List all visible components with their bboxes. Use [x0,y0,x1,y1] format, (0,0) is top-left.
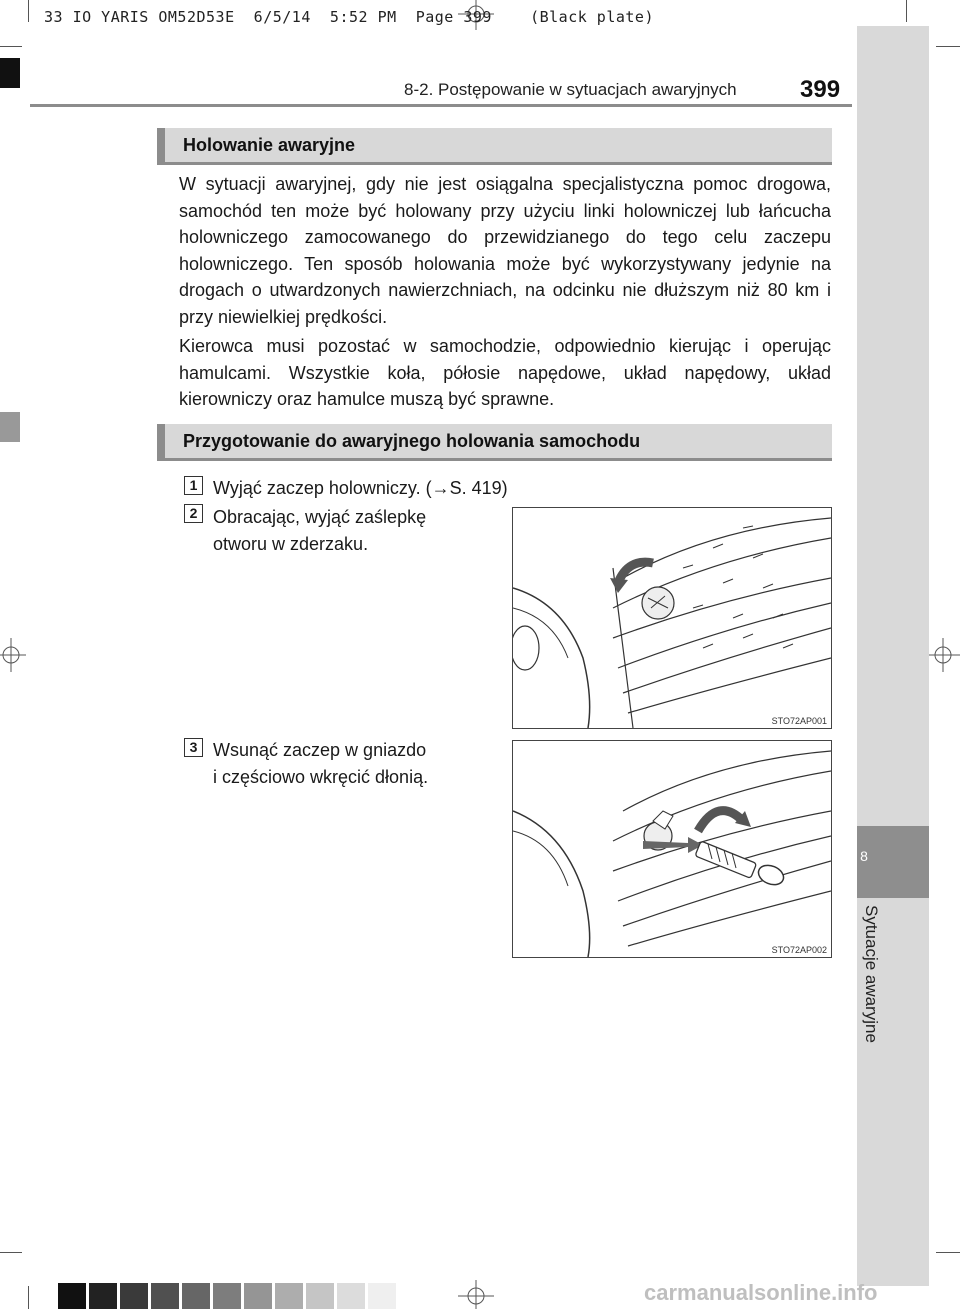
color-swatch [306,1283,334,1309]
color-swatch [182,1283,210,1309]
illustration-bumper-cover-removal [512,507,832,729]
illustration-towing-eye-insertion [512,740,832,958]
color-swatch [337,1283,365,1309]
color-swatch [89,1283,117,1309]
step-text [213,504,493,557]
thumb-index-mark [0,412,20,442]
color-swatch [120,1283,148,1309]
step-text-line: otworu w zderzaku. [213,533,369,554]
figure-code: STO72AP002 [771,945,827,955]
chapter-side-tab [857,26,929,1286]
towing-eye-illustration [513,741,831,957]
chapter-number: 8 [860,848,868,864]
running-header: 8-2. Postępowanie w sytuacjach awaryjnych [404,80,737,99]
color-swatch [368,1283,396,1309]
step-number: 3 [184,738,203,757]
step-number: 1 [184,476,203,495]
registration-mark-icon [456,1280,496,1309]
crop-mark [936,46,960,47]
bumper-grille-illustration [513,508,831,728]
color-swatch [58,1283,86,1309]
crop-mark [936,1252,960,1253]
step-text [213,737,493,790]
color-swatch [244,1283,272,1309]
step-text-line: Obracając, wyjąć zaślepkę [213,507,427,527]
figure-code: STO72AP001 [771,716,827,726]
print-slug: 33 IO YARIS OM52D53E 6/5/14 5:52 PM Page 399 (Black plate) [44,8,654,26]
crop-mark [0,1252,22,1253]
crop-mark [906,0,907,22]
page-number: 399 [800,76,841,103]
paragraph: W sytuacji awaryjnej, gdy nie jest osiągalna specjalistyczna pomoc drogowa, samochód ten może być holowany przy użyciu linki holowniczej lub łańcucha holowniczego zamocowanego do przewidzianego do tego celu zaczepu holowniczego. Ten sposób holowania może być wykorzystywany jedynie na drogach o utwardzonych nawierzchniach, na odcinku nie dłuższym niż 80 km i przy niewielkiej prędkości. [179,174,831,327]
color-swatch [151,1283,179,1309]
header-rule [30,104,852,107]
color-swatch [275,1283,303,1309]
step-text-line: Wsunąć zaczep w gniazdo [213,740,427,760]
crop-mark [28,0,29,22]
registration-mark-icon [926,636,960,674]
step-number: 2 [184,504,203,523]
watermark: carmanualsonline.info [644,1280,878,1305]
step-text-line: i częściowo wkręcić dłonią. [213,766,429,787]
section-heading [157,128,832,162]
thumb-index-mark [0,58,20,88]
step-text: Wyjąć zaczep holowniczy. (→S. 419) [213,478,508,498]
registration-mark-icon [0,636,26,674]
crop-mark [28,1286,29,1309]
section-heading [157,424,832,458]
section-title: Holowanie awaryjne [183,135,356,155]
chapter-side-label: Sytuacje awaryjne [862,905,881,1043]
section-title: Przygotowanie do awaryjnego holowania samochodu [183,431,641,451]
paragraph: Kierowca musi pozostać w samochodzie, odpowiednio kierując i operując hamulcami. Wszystkie koła, półosie napędowe, układ napędowy, układ kierowniczy oraz hamulce muszą być sprawne. [179,336,831,409]
crop-mark [0,46,22,47]
color-swatch [213,1283,241,1309]
